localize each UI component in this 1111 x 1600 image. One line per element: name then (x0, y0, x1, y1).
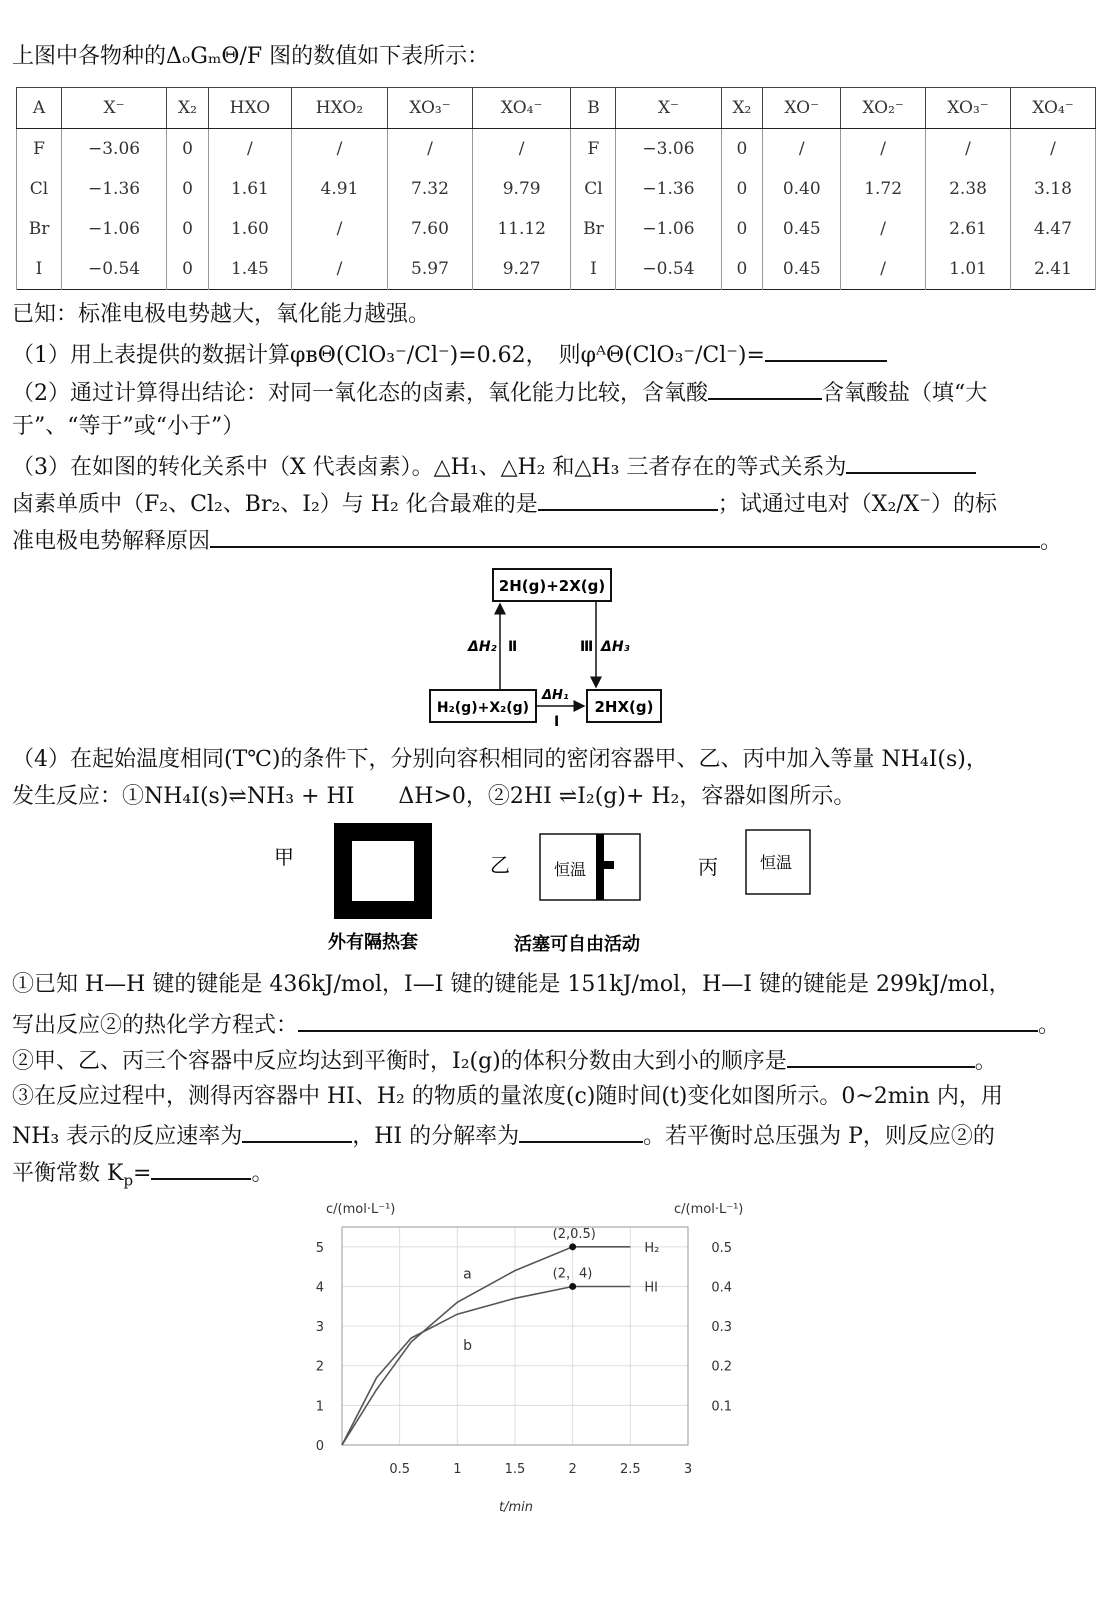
question-4-line1: （4）在起始温度相同(T℃)的条件下，分别向容积相同的密闭容器甲、乙、丙中加入等量 NH₄I(s)， (12, 747, 988, 772)
question-2-text-b: 含氧酸盐（填“大 (822, 381, 988, 406)
period: 。 (251, 1161, 274, 1186)
y-right-tick: 0.5 (711, 1240, 732, 1256)
bing-hengwen-label: 恒温 (760, 853, 793, 872)
table-cell: / (1010, 129, 1095, 170)
y-right-axis-label: c/(mol·L⁻¹) (674, 1202, 744, 1217)
y-left-tick: 1 (315, 1399, 324, 1415)
cycle-top-label: 2H(g)+2X(g) (498, 577, 606, 595)
x-tick: 3 (683, 1462, 693, 1477)
question-3-text-b: 卤素单质中（F₂、Cl₂、Br₂、I₂）与 H₂ 化合最难的是 (12, 492, 538, 517)
table-header-cell: XO₄⁻ (1010, 88, 1095, 129)
equals-sign: = (133, 1161, 152, 1186)
table-header-cell: X₂ (721, 88, 763, 129)
x-tick: 1.5 (504, 1462, 526, 1477)
table-cell: / (763, 129, 841, 170)
step-2-label: Ⅱ (508, 639, 518, 655)
kp-subscript: p (123, 1171, 134, 1190)
table-header-cell: XO₂⁻ (841, 88, 926, 129)
answer-blank-4d[interactable] (519, 1119, 643, 1143)
table-cell: / (291, 129, 387, 170)
y-right-tick: 0.2 (711, 1359, 732, 1375)
y-right-tick: 0.1 (711, 1399, 732, 1415)
intro-text: 上图中各物种的ΔₒGₘΘ/F 图的数值如下表所示： (12, 44, 490, 69)
table-cell: 0.40 (763, 169, 841, 209)
answer-blank-2[interactable] (708, 376, 822, 400)
y-right-tick: 0.4 (711, 1280, 732, 1296)
table-header-cell: A (17, 88, 62, 129)
sub-3-text-c: ，HI 的分解率为 (352, 1124, 520, 1149)
potential-table (16, 87, 1096, 290)
enthalpy-cycle-diagram (420, 566, 680, 732)
x-tick: 0.5 (389, 1462, 411, 1477)
table-cell: 2.61 (926, 209, 1011, 249)
piston (596, 834, 604, 900)
question-1-text: （1）用上表提供的数据计算φʙΘ(ClO₃⁻/Cl⁻)=0.62， 则φᴬΘ(ClO₃⁻/Cl⁻)= (12, 343, 765, 368)
dh2-label: ΔH₂ (468, 639, 497, 655)
table-header-cell: XO⁻ (763, 88, 841, 129)
series-name-label: HI (644, 1280, 658, 1296)
label-yi: 乙 (490, 853, 510, 877)
curve-label: b (463, 1337, 472, 1354)
cycle-left-label: H₂(g)+X₂(g) (436, 700, 530, 716)
answer-blank-1[interactable] (765, 338, 887, 362)
table-cell: 1.61 (208, 169, 291, 209)
sub-1-line1: ①已知 H—H 键的键能是 436kJ/mol，I—I 键的键能是 151kJ/mol，H—I 键的键能是 299kJ/mol， (12, 972, 1011, 997)
table-row (17, 169, 1096, 209)
table-cell: Br (17, 209, 62, 249)
y-left-tick: 3 (315, 1320, 324, 1336)
answer-blank-3b[interactable] (538, 487, 718, 511)
step-3-label: Ⅲ (580, 639, 594, 655)
table-cell: Cl (17, 169, 62, 209)
table-header-cell: XO₄⁻ (472, 88, 571, 129)
table-cell: 1.45 (208, 249, 291, 290)
question-3-line3 (12, 524, 1062, 557)
caption-jia: 外有隔热套 (328, 932, 418, 953)
table-cell: F (17, 129, 62, 170)
x-tick: 2.5 (619, 1462, 641, 1477)
table-header-cell: XO₃⁻ (926, 88, 1011, 129)
question-3-text-a: （3）在如图的转化关系中（X 代表卤素）。△H₁、△H₂ 和△H₃ 三者存在的等式关系为 (12, 455, 847, 480)
table-cell: 4.47 (1010, 209, 1095, 249)
table-cell: / (291, 209, 387, 249)
table-cell: 0 (167, 129, 209, 170)
table-header-cell: HXO (208, 88, 291, 129)
table-cell: / (841, 249, 926, 290)
table-header-cell: X⁻ (62, 88, 167, 129)
question-2-line1 (12, 376, 987, 409)
table-cell: 7.60 (388, 209, 473, 249)
question-3-line2 (12, 487, 997, 520)
table-header-cell: X⁻ (616, 88, 721, 129)
table-cell: / (291, 249, 387, 290)
point-label: (2,0.5) (552, 1226, 596, 1242)
table-cell: 11.12 (472, 209, 571, 249)
table-cell: 2.38 (926, 169, 1011, 209)
table-cell: / (926, 129, 1011, 170)
question-1 (12, 338, 887, 371)
question-4-line2: 发生反应：①NH₄I(s)⇌NH₃ + HI ΔH>0，②2HI ⇌I₂(g)+ H₂，容器如图所示。 (12, 784, 856, 809)
table-cell: 9.79 (472, 169, 571, 209)
question-3-text-c: ；试通过电对（X₂/X⁻）的标 (717, 492, 997, 517)
sub-1-line2 (12, 1008, 1060, 1041)
answer-blank-4a[interactable] (298, 1008, 1038, 1032)
table-cell: 3.18 (1010, 169, 1095, 209)
yi-hengwen-label: 恒温 (554, 860, 587, 879)
table-row (17, 209, 1096, 249)
table-cell: 9.27 (472, 249, 571, 290)
table-cell: 2.41 (1010, 249, 1095, 290)
sub-2-text: ②甲、乙、丙三个容器中反应均达到平衡时，I₂(g)的体积分数由大到小的顺序是 (12, 1049, 787, 1074)
x-tick: 1 (453, 1462, 462, 1477)
table-cell: / (841, 209, 926, 249)
table-body (17, 129, 1096, 290)
table-cell: 0 (167, 209, 209, 249)
y-left-tick: 5 (315, 1240, 324, 1256)
question-3-line1 (12, 450, 976, 483)
table-cell: 0 (167, 249, 209, 290)
y-left-tick: 4 (315, 1280, 324, 1296)
table-header-cell: X₂ (167, 88, 209, 129)
answer-blank-4e[interactable] (151, 1156, 251, 1180)
table-cell: 0.45 (763, 209, 841, 249)
table-cell: 4.91 (291, 169, 387, 209)
y-right-tick: 0.3 (711, 1320, 732, 1336)
dh3-label: ΔH₃ (601, 639, 630, 655)
table-row (17, 129, 1096, 170)
answer-blank-3c[interactable] (210, 524, 1040, 548)
table-cell: −1.36 (62, 169, 167, 209)
table-cell: / (841, 129, 926, 170)
table-cell: −0.54 (62, 249, 167, 290)
table-header-cell: XO₃⁻ (388, 88, 473, 129)
table-cell: 1.72 (841, 169, 926, 209)
period: 。 (1040, 529, 1063, 554)
table-cell: / (472, 129, 571, 170)
table-cell: 0 (721, 129, 763, 170)
step-1-label: Ⅰ (554, 714, 560, 730)
table-cell: −3.06 (62, 129, 167, 170)
table-cell: −1.06 (62, 209, 167, 249)
table-cell: I (571, 249, 616, 290)
table-header-cell: HXO₂ (291, 88, 387, 129)
curve-label: a (463, 1266, 472, 1283)
sub-3-text-d: 。若平衡时总压强为 P，则反应②的 (643, 1124, 995, 1149)
y-left-tick: 0 (315, 1439, 324, 1454)
known-text: 已知：标准电极电势越大，氧化能力越强。 (12, 302, 431, 327)
sub-3-line1: ③在反应过程中，测得丙容器中 HI、H₂ 的物质的量浓度(c)随时间(t)变化如图所示。0~2min 内，用 (12, 1084, 1003, 1109)
table-cell: 1.01 (926, 249, 1011, 290)
period: 。 (1038, 1013, 1061, 1038)
point-label: (2，4) (552, 1266, 593, 1282)
table-cell: −1.36 (616, 169, 721, 209)
sub-2-line (12, 1044, 997, 1077)
table-cell: / (208, 129, 291, 170)
answer-blank-3a[interactable] (846, 450, 976, 474)
table-cell: Br (571, 209, 616, 249)
table-cell: 0.45 (763, 249, 841, 290)
table-row (17, 249, 1096, 290)
period: 。 (974, 1049, 997, 1074)
table-header-cell: B (571, 88, 616, 129)
concentration-time-chart (300, 1195, 780, 1525)
sub-3-line2 (12, 1119, 995, 1152)
sub-3-text-b: NH₃ 表示的反应速率为 (12, 1124, 243, 1149)
label-bing: 丙 (698, 855, 718, 879)
table-cell: Cl (571, 169, 616, 209)
table-cell: −1.06 (616, 209, 721, 249)
containers-figure (260, 820, 820, 960)
data-point (569, 1243, 576, 1250)
table-cell: −0.54 (616, 249, 721, 290)
y-left-tick: 2 (315, 1359, 324, 1375)
sub-3-text-e: 平衡常数 K (12, 1161, 124, 1186)
table-cell: I (17, 249, 62, 290)
table-cell: 0 (721, 169, 763, 209)
label-jia: 甲 (274, 845, 294, 869)
table-cell: 5.97 (388, 249, 473, 290)
sub-1-text: 写出反应②的热化学方程式： (12, 1013, 299, 1038)
answer-blank-4c[interactable] (242, 1119, 352, 1143)
question-2-line2: 于”、“等于”或“小于”） (12, 414, 245, 439)
table-cell: −3.06 (616, 129, 721, 170)
question-3-text-d: 准电极电势解释原因 (12, 529, 211, 554)
caption-yi: 活塞可自由活动 (514, 934, 640, 955)
table-cell: 0 (721, 209, 763, 249)
table-cell: 7.32 (388, 169, 473, 209)
answer-blank-4b[interactable] (787, 1044, 975, 1068)
series-name-label: H₂ (644, 1240, 660, 1256)
data-point (569, 1283, 576, 1290)
table-cell: 1.60 (208, 209, 291, 249)
question-2-text-a: （2）通过计算得出结论：对同一氧化态的卤素，氧化能力比较，含氧酸 (12, 381, 708, 406)
table-cell: 0 (167, 169, 209, 209)
table-cell: F (571, 129, 616, 170)
x-tick: 2 (568, 1462, 577, 1477)
dh1-label: ΔH₁ (542, 688, 569, 703)
table-cell: 0 (721, 249, 763, 290)
y-left-axis-label: c/(mol·L⁻¹) (326, 1202, 396, 1217)
x-axis-label: t/min (499, 1500, 533, 1515)
cycle-right-label: 2HX(g) (594, 698, 654, 716)
table-header-row (17, 88, 1096, 129)
table-cell: / (388, 129, 473, 170)
sub-3-line3 (12, 1156, 274, 1195)
